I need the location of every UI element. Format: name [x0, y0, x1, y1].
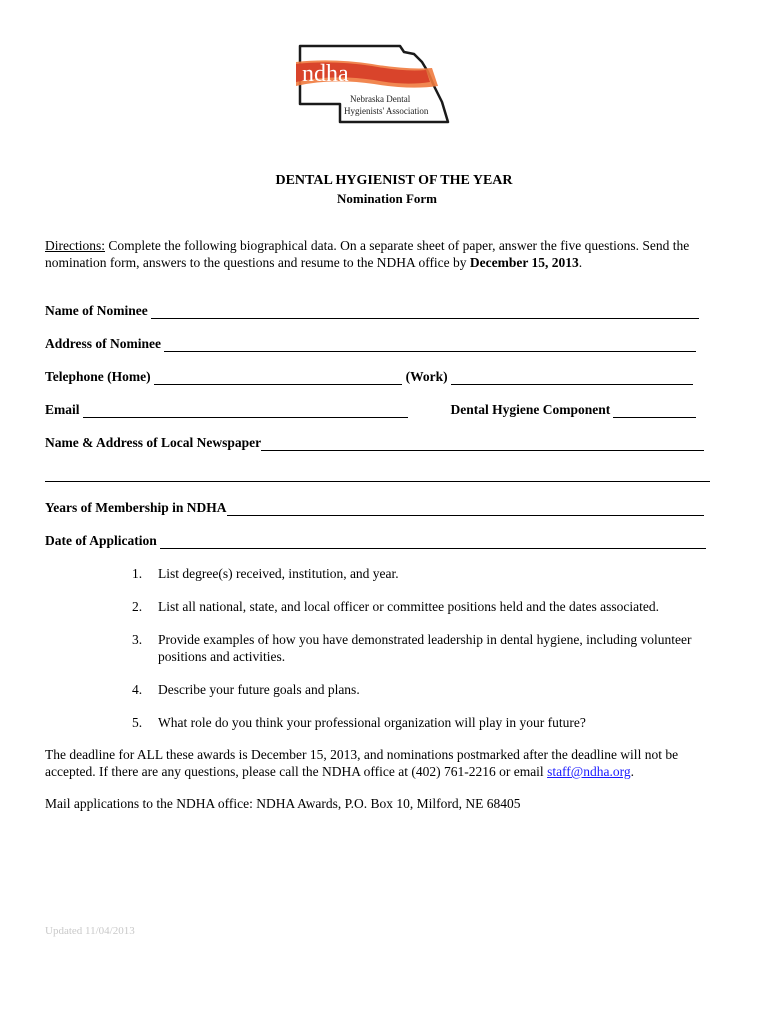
list-item: 2. List all national, state, and local officer or committee positions held and the dates associated. — [132, 599, 659, 614]
list-item: 3. Provide examples of how you have demonstrated leadership in dental hygiene, including volunteer positions and activities. — [132, 631, 722, 665]
nominee-address-field — [45, 336, 696, 352]
deadline-paragraph: The deadline for ALL these awards is December 15, 2013, and nominations postmarked after the deadline will not be accepted. If there are any questions, please call the NDHA office at (402) 761-2216 or email staff@ndha.org. — [45, 747, 679, 779]
email-field — [45, 402, 696, 418]
nominee-address-label: Address of Nominee — [45, 336, 161, 351]
telephone-work-line[interactable] — [451, 371, 693, 385]
telephone-work-label: (Work) — [405, 369, 448, 384]
email-line[interactable] — [83, 404, 408, 418]
updated-date: Updated 11/04/2013 — [45, 925, 135, 937]
directions-deadline: December 15, 2013 — [469, 255, 579, 270]
list-item: 1. List degree(s) received, institution, and year. — [132, 566, 399, 581]
newspaper-line-2-field — [45, 468, 710, 482]
nominee-address-line[interactable] — [164, 338, 696, 352]
email-label: Email — [45, 402, 80, 417]
telephone-field — [45, 369, 693, 385]
component-label: Dental Hygiene Component — [450, 402, 611, 417]
form-title-block — [0, 172, 770, 208]
list-item: 4. Describe your future goals and plans. — [132, 682, 360, 697]
nominee-name-field — [45, 303, 699, 319]
nominee-name-label: Name of Nominee — [45, 303, 148, 318]
nominee-name-line[interactable] — [151, 305, 699, 319]
svg-text:ndha: ndha — [302, 61, 349, 87]
question-list — [132, 565, 722, 747]
page-title: DENTAL HYGIENIST OF THE YEAR — [275, 173, 513, 188]
telephone-home-label: Telephone (Home) — [45, 369, 151, 384]
newspaper-line-2[interactable] — [45, 468, 710, 482]
component-line[interactable] — [613, 404, 696, 418]
newspaper-label: Name & Address of Local Newspaper — [45, 435, 262, 450]
membership-years-label: Years of Membership in NDHA — [45, 500, 227, 515]
svg-text:Nebraska Dental: Nebraska Dental — [350, 94, 411, 104]
directions-label: Directions: — [45, 238, 105, 253]
question-text: Provide examples of how you have demonstrated leadership in dental hygiene, including volunteer positions and activities. — [158, 632, 692, 664]
question-text: Describe your future goals and plans. — [158, 682, 360, 697]
email-link[interactable]: staff@ndha.org — [547, 764, 631, 779]
question-text: List degree(s) received, institution, and year. — [158, 566, 399, 581]
ndha-logo — [292, 42, 454, 128]
application-date-label: Date of Application — [45, 533, 157, 548]
telephone-home-line[interactable] — [154, 371, 402, 385]
page-subtitle: Nomination Form — [336, 191, 438, 206]
question-text: What role do you think your professional organization will play in your future? — [158, 715, 586, 730]
question-text: List all national, state, and local officer or committee positions held and the dates associated. — [158, 599, 659, 614]
application-date-line[interactable] — [160, 535, 706, 549]
newspaper-line[interactable] — [261, 437, 704, 451]
list-item: 5. What role do you think your professional organization will play in your future? — [132, 715, 586, 730]
membership-years-field — [45, 500, 704, 516]
svg-text:Hygienists' Association: Hygienists' Association — [344, 106, 429, 116]
newspaper-field — [45, 435, 704, 451]
directions-text: Complete the following biographical data. On a separate sheet of paper, answer the five questions. Send the nomination form, answers to the questions and resume to the NDHA office by — [45, 238, 690, 270]
mail-instructions: Mail applications to the NDHA office: NDHA Awards, P.O. Box 10, Milford, NE 68405 — [45, 796, 521, 811]
membership-years-line[interactable] — [227, 502, 704, 516]
directions-paragraph: Directions: Complete the following biographical data. On a separate sheet of paper, answer the five questions. Send the nomination form, answers to the questions and resume to the NDHA office by December 15, 2013. — [45, 238, 690, 270]
application-date-field — [45, 533, 706, 549]
